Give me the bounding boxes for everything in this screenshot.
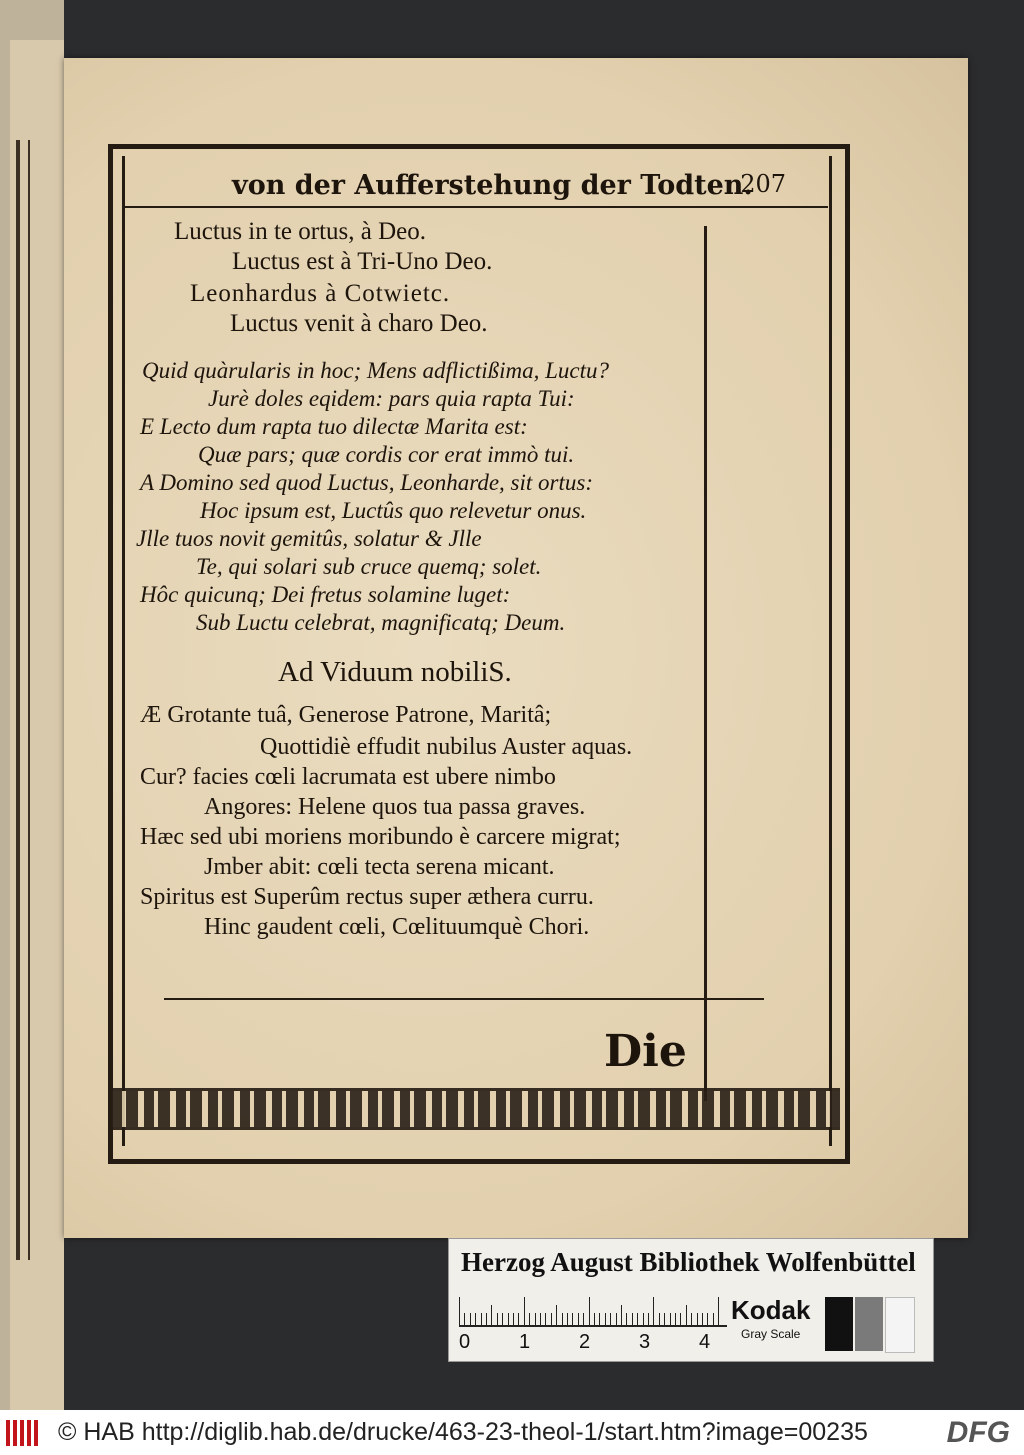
ruler-tick	[540, 1313, 541, 1325]
ruler-tick	[486, 1313, 487, 1325]
ruler-tick	[707, 1313, 708, 1325]
facing-page-border	[16, 140, 20, 1260]
elegy-line: Jlle tuos novit gemitûs, solatur & Jlle	[136, 526, 482, 551]
ruler-tick	[459, 1297, 460, 1325]
ruler-label: 4	[699, 1331, 711, 1353]
ruler-tick	[702, 1313, 703, 1325]
ruler-tick	[529, 1313, 530, 1325]
ruler-tick	[659, 1313, 660, 1325]
ruler-tick	[691, 1313, 692, 1325]
ruler-label: 3	[639, 1331, 651, 1353]
page-number: 207	[740, 170, 786, 198]
ruler-tick	[594, 1313, 595, 1325]
gray-swatch-black	[825, 1297, 853, 1351]
ruler-tick	[664, 1313, 665, 1325]
text-column-rule	[704, 226, 707, 1101]
facing-page-edge	[0, 0, 64, 1410]
ruler-tick	[621, 1305, 622, 1325]
ruler-tick	[670, 1313, 671, 1325]
ruler-tick	[643, 1313, 644, 1325]
elegy-line: Sub Luctu celebrat, magnificatq; Deum.	[196, 610, 566, 635]
ruler-tick	[637, 1313, 638, 1325]
poem-line: Hæc sed ubi moriens moribundo è carcere migrat;	[140, 824, 621, 850]
ruler-tick	[556, 1305, 557, 1325]
gray-scale-label: Gray Scale	[741, 1327, 801, 1341]
running-title: von der Aufferstehung der Todten.	[232, 170, 753, 201]
ruler-tick	[686, 1305, 687, 1325]
elegy-line: Quæ pars; quæ cordis cor erat immò tui.	[198, 442, 575, 467]
poem-line: Æ Grotante tuâ, Generose Patrone, Maritâ;	[140, 702, 552, 728]
ruler-tick	[513, 1313, 514, 1325]
kodak-logo: Kodak	[731, 1295, 811, 1325]
catchword: Die	[604, 1026, 687, 1077]
ruler-tick	[518, 1313, 519, 1325]
gray-swatch-white	[885, 1297, 915, 1353]
ruler-label: 0	[459, 1331, 471, 1353]
book-page	[64, 58, 968, 1238]
ruler-tick	[653, 1297, 654, 1325]
ruler-tick	[616, 1313, 617, 1325]
ruler-tick	[632, 1313, 633, 1325]
epitaph-line: Luctus venit à charo Deo.	[230, 310, 488, 337]
running-header	[232, 170, 792, 210]
ruler-tick	[713, 1313, 714, 1325]
library-color-plate	[448, 1238, 934, 1362]
ornamental-border	[112, 1088, 840, 1130]
ruler-tick	[551, 1313, 552, 1325]
poem-line: Quottidiè effudit nubilus Auster aquas.	[260, 734, 633, 760]
hab-logo-icon	[6, 1420, 42, 1446]
elegy-line: Hôc quicunq; Dei fretus solamine luget:	[140, 582, 511, 607]
library-name: Herzog August Bibliothek Wolfenbüttel	[461, 1247, 916, 1277]
ruler-tick	[475, 1313, 476, 1325]
ruler-tick	[648, 1313, 649, 1325]
poem-line: Jmber abit: cœli tecta serena micant.	[204, 854, 555, 880]
ruler-tick	[491, 1305, 492, 1325]
ruler-tick	[697, 1313, 698, 1325]
footer-rule	[164, 998, 764, 1000]
ruler-tick	[562, 1313, 563, 1325]
ruler-tick	[583, 1313, 584, 1325]
ruler-tick	[605, 1313, 606, 1325]
ruler-label: 1	[519, 1331, 531, 1353]
ruler-tick	[718, 1297, 719, 1325]
ruler-tick	[680, 1313, 681, 1325]
ruler-tick	[470, 1313, 471, 1325]
citation-link[interactable]: © HAB http://diglib.hab.de/drucke/463-23-theol-1/start.htm?image=00235	[58, 1418, 868, 1446]
ruler-tick	[589, 1297, 590, 1325]
ruler-tick	[535, 1313, 536, 1325]
gray-swatch-mid	[855, 1297, 883, 1351]
ruler-tick	[626, 1313, 627, 1325]
ruler-tick	[610, 1313, 611, 1325]
elegy-line: E Lecto dum rapta tuo dilectæ Marita est:	[140, 414, 528, 439]
elegy-line: Quid quàrularis in hoc; Mens adflictißima, Luctu?	[142, 358, 610, 383]
ruler-tick	[567, 1313, 568, 1325]
ruler-tick	[508, 1313, 509, 1325]
ruler-tick	[524, 1297, 525, 1325]
elegy-line: Hoc ipsum est, Luctûs quo relevetur onus.	[200, 498, 587, 523]
poem-line: Hinc gaudent cœli, Cœlituumquè Chori.	[204, 914, 590, 940]
elegy-line: Jurè doles eqidem: pars quia rapta Tui:	[208, 386, 575, 411]
elegy-line: A Domino sed quod Luctus, Leonharde, sit ortus:	[140, 470, 593, 495]
ruler-tick	[545, 1313, 546, 1325]
epitaph-line: Luctus in te ortus, à Deo.	[174, 218, 427, 245]
ruler-tick	[675, 1313, 676, 1325]
poem-line: Spiritus est Superûm rectus super æthera curru.	[140, 884, 594, 910]
ruler-tick	[497, 1313, 498, 1325]
ruler-tick	[572, 1313, 573, 1325]
dfg-logo: DFG	[946, 1416, 1010, 1449]
poem-line: Cur? facies cœli lacrumata est ubere nimbo	[140, 764, 556, 790]
viewer-footer	[0, 1410, 1024, 1455]
epitaph-line: Leonhardus à Cotwietc.	[190, 280, 451, 307]
epitaph-line: Luctus est à Tri-Uno Deo.	[232, 248, 493, 275]
ruler-tick	[464, 1313, 465, 1325]
facing-page-border-inner	[28, 140, 30, 1260]
ruler-tick	[599, 1313, 600, 1325]
ruler-tick	[578, 1313, 579, 1325]
elegy-line: Te, qui solari sub cruce quemq; solet.	[196, 554, 542, 579]
section-title: Ad Viduum nobiliS.	[278, 656, 512, 688]
scale-ruler	[459, 1295, 727, 1327]
ruler-tick	[481, 1313, 482, 1325]
poem-line: Angores: Helene quos tua passa graves.	[204, 794, 586, 820]
ruler-tick	[502, 1313, 503, 1325]
ruler-label: 2	[579, 1331, 591, 1353]
